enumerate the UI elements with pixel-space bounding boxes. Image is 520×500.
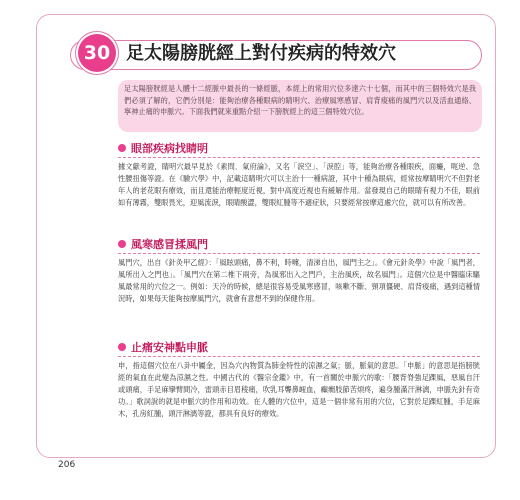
bullet-icon bbox=[118, 240, 126, 248]
section-heading-text: 止痛安神點申脈 bbox=[131, 341, 208, 354]
section-divider bbox=[118, 157, 480, 158]
intro-text: 足太陽膀胱經是人體十二經脈中最長的一條經脈，本經上的常用穴位多達六十七個，而其中的三個特效穴是我們必須了解的，它們分別是：能夠治療各種眼病的睛明穴、治療風寒感冒、肩背痠痛的風門穴以及活血通絡、寧神止痛的申脈穴。下面我們就來重點介紹一下膀胱經上的這三個特效穴位。 bbox=[124, 84, 476, 117]
section-body-shenmai: 申，指這個穴位在八卦中屬金，因為穴內物質為肺金特性的涼濕之氣；脈，脈氣的意思。「申脈」的意思是指膀胱經的氣血在此變為涼濕之性。中國古代的《醫宗金鑑》中，有一首關於申脈穴的歌：「腰背脊強足踝風，惡風自汗或頭痛，手足麻攣臂間冷，雷頭赤目眉稜痛，吹乳耳聾鼻衄血，癲癇肢節苦煩疼，遍身腫滿汗淋漓，申脈先針有奇功。」歌詞說的就是申脈穴的作用和功效。在人體的穴位中，這是一個非常有用的穴位，它對於足踝紅腫，手足麻木，孔房紅腫，頭汗淋漓等證，都具有良好的療效。 bbox=[118, 361, 480, 418]
section-divider bbox=[118, 253, 480, 254]
section-body-wind: 風門穴，出自《針灸甲乙經》：「風眩頭痛，鼻不利，時嚏，清涕自出，風門主之」。《會元針灸學》中說「風門者，風所出入之門也」。「風門穴在第二椎下兩旁，為風邪出入之門戶，主治風疾，故名風門」。這個穴位是中醫臨床驅風最常用的穴位之一。例如：天冷的時候，總是很容易受風寒感冒，咳嗽不斷、頸項僵硬、肩背痠痛，遇到這種情況時，如果每天能夠按摩風門穴，就會有意想不到的保健作用。 bbox=[118, 258, 480, 303]
section-divider bbox=[118, 356, 480, 357]
chapter-title: 足太陽膀胱經上對付疾病的特效穴 bbox=[126, 43, 396, 64]
section-heading-shenmai bbox=[118, 339, 208, 355]
section-heading-eye bbox=[118, 140, 208, 156]
section-heading-text: 眼部疾病找睛明 bbox=[131, 142, 208, 155]
section-heading-wind bbox=[118, 236, 208, 252]
chapter-number-badge: 30 bbox=[78, 34, 116, 72]
section-heading-text: 風寒感冒揉風門 bbox=[131, 238, 208, 251]
page-number: 206 bbox=[58, 460, 76, 470]
bullet-icon bbox=[118, 144, 126, 152]
bullet-icon bbox=[118, 343, 126, 351]
section-body-eye: 據文獻考證，睛明穴最早見於《素問．氣府論》，又名「淚空」、「淚腔」等，能夠治療各種眼疾，面癱，呃逆、急性腰扭傷等證。在《驗穴學》中，記載這睛明穴可以主治十一種病證，其中十種為眼病，經常按摩睛明穴不但對老年人的老花眼有療效，而且還能治療輕度近視，對中高度近視也有緩解作用。當發現自己的眼睛有視力不佳，眼前如有薄霧，雙眼畏光，迎風流淚，眼睛酸澀，雙眼紅腫等不適症狀，只要經常按摩這處穴位，就可以有所改善。 bbox=[118, 162, 480, 207]
